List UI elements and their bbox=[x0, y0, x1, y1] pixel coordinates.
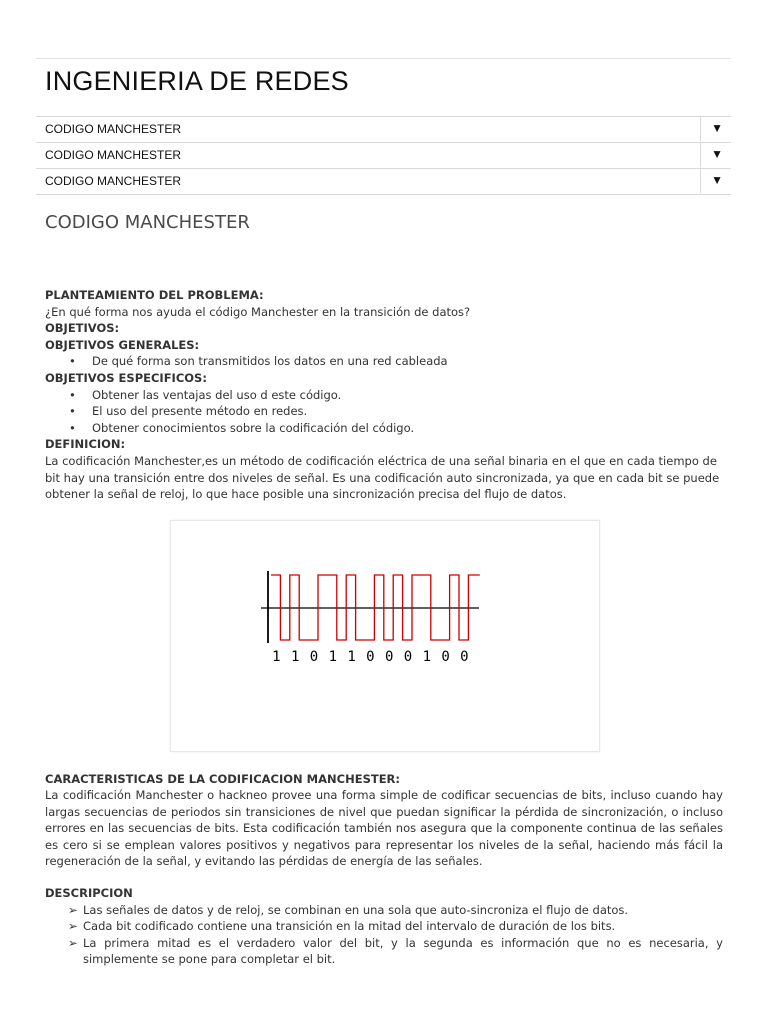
arrow-bullet-icon: ➢ bbox=[68, 935, 78, 950]
bit-label: 1 bbox=[328, 649, 338, 665]
dropdown-1[interactable] bbox=[36, 116, 731, 141]
bit-label: 1 bbox=[422, 649, 432, 665]
dropdown-separator bbox=[700, 117, 701, 141]
dropdown-separator bbox=[700, 169, 701, 193]
general-objectives-title: OBJETIVOS GENERALES: bbox=[45, 337, 200, 352]
list-item-text: La primera mitad es el verdadero valor del bit, y la segunda es información que no es necesaria, y simplemente se pone para completar el bit. bbox=[83, 935, 723, 967]
bit-label: 0 bbox=[403, 649, 413, 665]
list-item: • De qué forma son transmitidos los datos en una red cableada bbox=[45, 353, 723, 370]
manchester-diagram bbox=[170, 520, 600, 752]
bit-label: 0 bbox=[309, 649, 319, 665]
list-item: • Obtener las ventajas del uso d este código. bbox=[45, 387, 723, 404]
specific-objectives-list bbox=[45, 387, 723, 437]
spacer bbox=[45, 869, 723, 885]
document-body bbox=[45, 287, 723, 503]
document-heading: CODIGO MANCHESTER bbox=[45, 212, 250, 233]
list-item-text: Cada bit codificado contiene una transición en la mitad del intervalo de duración de los bits. bbox=[83, 919, 616, 934]
bit-label: 0 bbox=[384, 649, 394, 665]
bit-label: 0 bbox=[460, 649, 469, 665]
chevron-down-icon[interactable]: ▼ bbox=[711, 121, 723, 135]
general-objectives-list bbox=[45, 353, 723, 370]
dropdown-label: CODIGO MANCHESTER bbox=[45, 122, 182, 136]
characteristics-text: La codificación Manchester o hackneo provee una forma simple de codificar secuencias de bits, incluso cuando hay largas secuencias de periodos sin transiciones de nivel que puedan significar la pérdida de sincronización, o incluso errores en las secuencias de bits. Esta codificación también nos asegura que la componente continua de las señales es cero si se emplean valores positivos y negativos para representar los niveles de la señal, haciendo más fácil la regeneración de la señal, y evitando las pérdidas de energía de las señales. bbox=[45, 788, 723, 869]
chevron-down-icon[interactable]: ▼ bbox=[711, 173, 723, 187]
bit-label: 1 bbox=[272, 649, 281, 665]
problem-title: PLANTEAMIENTO DEL PROBLEMA: bbox=[45, 288, 264, 302]
dropdown-2[interactable] bbox=[36, 142, 731, 167]
bit-label: 0 bbox=[366, 649, 375, 665]
site-title: INGENIERIA DE REDES bbox=[45, 66, 349, 96]
list-item bbox=[45, 902, 723, 918]
bit-label: 1 bbox=[290, 649, 300, 665]
bit-label: 1 bbox=[347, 649, 356, 665]
description-title: DESCRIPCION bbox=[45, 886, 133, 901]
document-body-2 bbox=[45, 771, 723, 967]
problem-text: ¿En qué forma nos ayuda el código Manchester en la transición de datos? bbox=[45, 304, 471, 319]
list-item bbox=[45, 918, 723, 934]
dropdown-label: CODIGO MANCHESTER bbox=[45, 148, 182, 162]
manchester-signal-svg bbox=[171, 521, 599, 751]
definition-text: La codificación Manchester,es un método de codificación eléctrica de una señal binaria en el que en cada tiempo de bit hay una transición entre dos niveles de señal. Es una codificación auto sincronizada, ya que en cada bit se puede obtener la señal de reloj, lo que hace posible una sincronización precisa del flujo de datos. bbox=[45, 453, 720, 502]
list-item: • El uso del presente método en redes. bbox=[45, 403, 723, 420]
chevron-down-icon[interactable]: ▼ bbox=[711, 147, 723, 161]
list-item-text: Las señales de datos y de reloj, se combinan en una sola que auto-sincroniza el flujo de datos. bbox=[83, 902, 629, 917]
objectives-title: OBJETIVOS: bbox=[45, 321, 120, 336]
arrow-bullet-icon: ➢ bbox=[68, 902, 78, 917]
characteristics-title: CARACTERISTICAS DE LA CODIFICACION MANCHESTER: bbox=[45, 772, 401, 786]
list-item: • Obtener conocimientos sobre la codificación del código. bbox=[45, 420, 723, 437]
top-divider bbox=[36, 58, 731, 59]
arrow-bullet-icon: ➢ bbox=[68, 919, 78, 934]
dropdown-3[interactable] bbox=[36, 168, 731, 195]
specific-objectives-title: OBJETIVOS ESPECIFICOS: bbox=[45, 370, 207, 385]
dropdown-separator bbox=[700, 143, 701, 167]
definition-title: DEFINICION: bbox=[45, 437, 126, 452]
dropdown-label: CODIGO MANCHESTER bbox=[45, 174, 182, 188]
list-item bbox=[45, 935, 723, 968]
bit-label: 0 bbox=[441, 649, 450, 665]
description-list bbox=[45, 902, 723, 968]
